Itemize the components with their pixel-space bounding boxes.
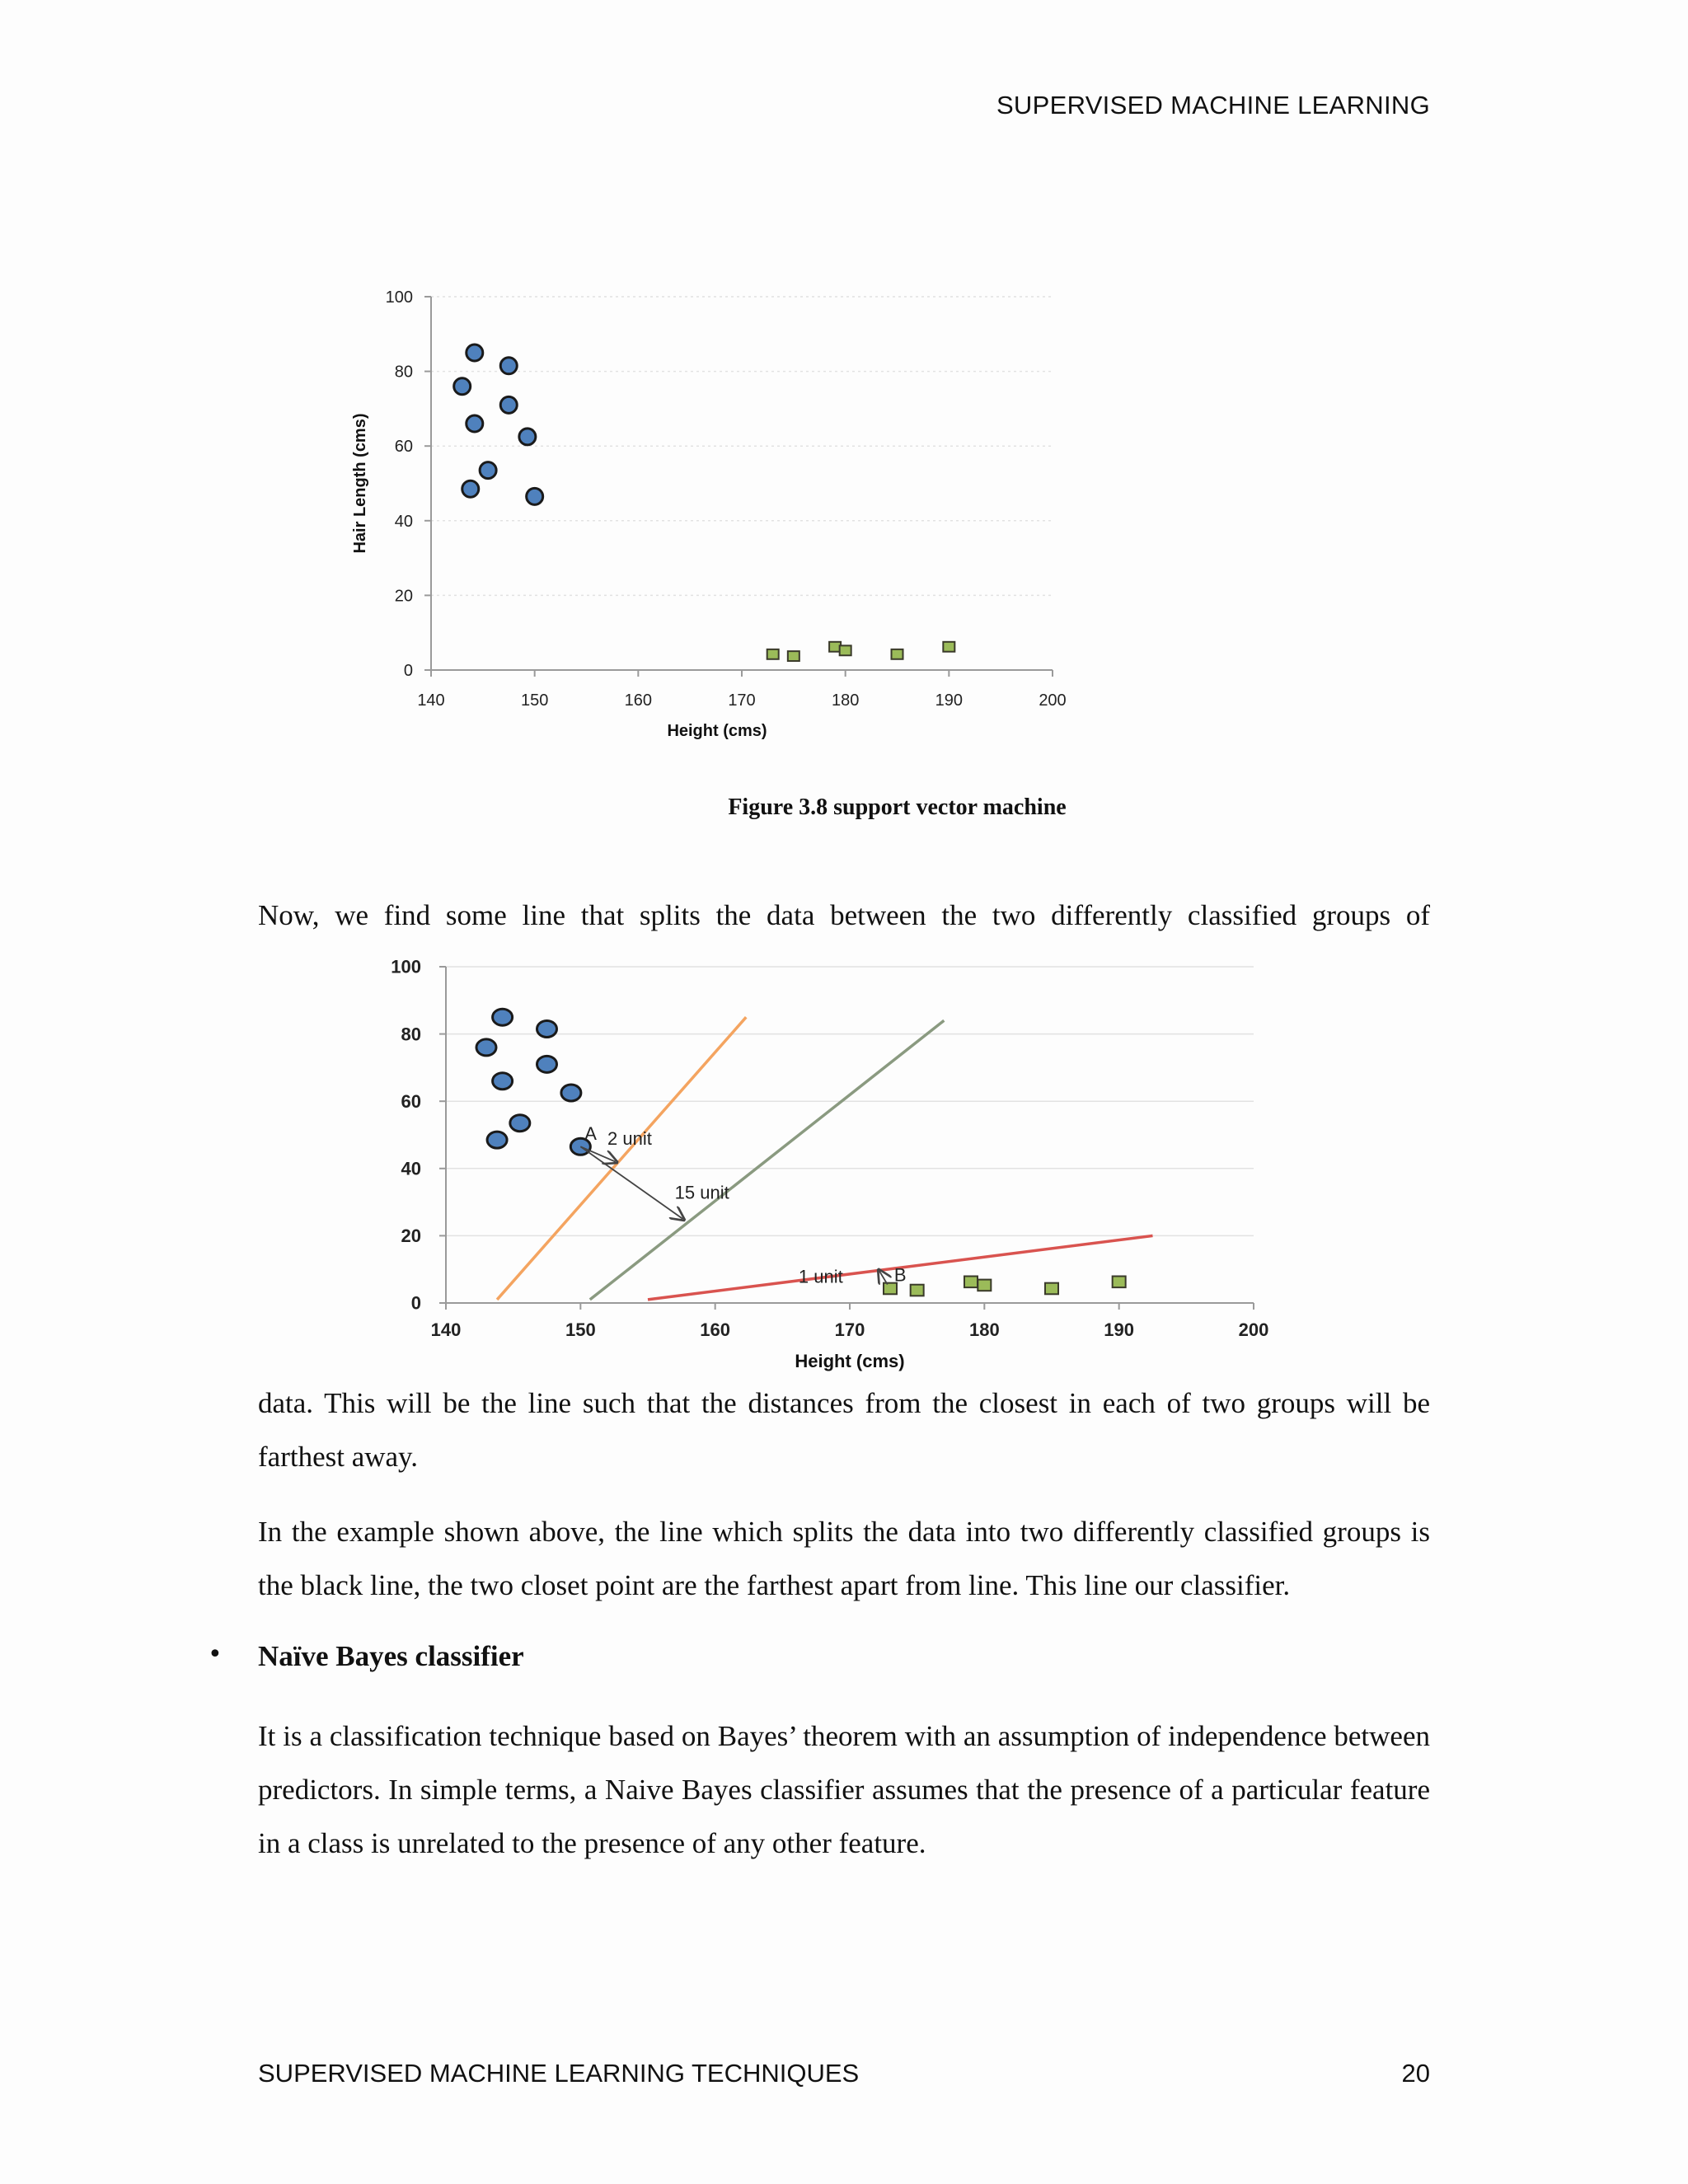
data-point-circle xyxy=(467,344,483,361)
y-axis-title: Hair Length (cms) xyxy=(351,413,369,554)
separator-line-orange xyxy=(497,1017,746,1300)
data-point-circle xyxy=(500,396,517,413)
data-point-square xyxy=(943,642,954,652)
y-tick-label: 20 xyxy=(401,1226,421,1247)
y-tick-label: 60 xyxy=(394,438,413,457)
paragraph-intro: Now, we find some line that splits the data between the two differently classified groups of xyxy=(258,899,1430,931)
y-tick-label: 80 xyxy=(394,363,413,382)
data-point-circle xyxy=(467,415,483,432)
paragraph-example: In the example shown above, the line which splits the data into two differently classified groups is the black line, the two closet point are the farthest apart from line. This line our classifier. xyxy=(258,1516,1430,1601)
data-point-square xyxy=(840,645,851,655)
data-point-square xyxy=(978,1280,991,1291)
y-tick-label: 100 xyxy=(385,288,413,307)
x-tick-label: 190 xyxy=(1104,1319,1135,1340)
x-tick-label: 140 xyxy=(430,1319,462,1340)
data-point-circle xyxy=(487,1132,507,1148)
y-tick-label: 40 xyxy=(401,1158,421,1179)
annotation-label: 1 unit xyxy=(798,1266,843,1287)
x-tick-label: 200 xyxy=(1039,691,1067,710)
bullet-marker: • xyxy=(208,1640,223,1669)
data-point-square xyxy=(1045,1283,1058,1295)
data-point-circle xyxy=(537,1056,557,1072)
annotation-label: B xyxy=(893,1264,907,1286)
x-tick-label: 150 xyxy=(565,1319,596,1340)
data-point-circle xyxy=(537,1020,557,1037)
data-point-square xyxy=(964,1277,978,1288)
data-point-circle xyxy=(500,358,517,374)
annotation-label: A xyxy=(584,1123,597,1145)
x-tick-label: 140 xyxy=(417,691,445,710)
y-tick-label: 0 xyxy=(403,662,413,680)
page-number: 20 xyxy=(1401,2059,1430,2088)
data-point-circle xyxy=(527,488,543,504)
data-point-circle xyxy=(462,480,479,497)
data-point-circle xyxy=(519,429,536,445)
data-point-square xyxy=(767,649,779,659)
figure-2-chart xyxy=(346,944,1294,1372)
figure-caption: Figure 3.8 support vector machine xyxy=(728,794,1067,820)
x-tick-label: 190 xyxy=(935,691,964,710)
data-point-circle xyxy=(476,1039,496,1056)
y-tick-label: 80 xyxy=(401,1024,421,1045)
paragraph-continuation: data. This will be the line such that the distances from the closest in each of two groups will be farthest away. xyxy=(258,1387,1430,1473)
y-tick-label: 20 xyxy=(394,587,413,606)
annotation-label: 2 unit xyxy=(607,1128,652,1150)
data-point-circle xyxy=(480,462,496,479)
x-tick-label: 160 xyxy=(700,1319,731,1340)
x-tick-label: 200 xyxy=(1238,1319,1269,1340)
running-header: SUPERVISED MACHINE LEARNING xyxy=(996,91,1430,120)
data-point-square xyxy=(1113,1277,1126,1288)
data-point-square xyxy=(892,649,903,659)
data-point-square xyxy=(911,1285,924,1296)
y-tick-label: 60 xyxy=(401,1090,421,1112)
y-tick-label: 40 xyxy=(394,512,413,531)
section-title: Naïve Bayes classifier xyxy=(258,1640,524,1672)
x-tick-label: 160 xyxy=(624,691,653,710)
data-point-circle xyxy=(493,1073,513,1090)
data-point-circle xyxy=(561,1085,581,1101)
x-tick-label: 170 xyxy=(834,1319,865,1340)
annotation-label: 15 unit xyxy=(674,1182,729,1203)
y-tick-label: 100 xyxy=(391,956,421,977)
paragraph-naive-bayes: It is a classification technique based on Bayes’ theorem with an assumption of independence between predictors. In simple terms, a Naive Bayes classifier assumes that the presence of a particular feature in a class is unrelated to the presence of any other feature. xyxy=(258,1720,1430,1859)
data-point-square xyxy=(788,651,799,661)
x-axis-title: Height (cms) xyxy=(795,1351,905,1371)
separator-line-green xyxy=(590,1020,945,1300)
x-tick-label: 180 xyxy=(968,1319,1000,1340)
data-point-circle xyxy=(493,1009,513,1025)
y-tick-label: 0 xyxy=(410,1292,421,1314)
arrow-15-unit xyxy=(580,1146,682,1219)
x-tick-label: 170 xyxy=(728,691,756,710)
data-point-circle xyxy=(510,1115,530,1132)
x-tick-label: 180 xyxy=(831,691,860,710)
footer-title: SUPERVISED MACHINE LEARNING TECHNIQUES xyxy=(258,2059,860,2088)
figure-1-chart xyxy=(346,272,1088,766)
x-axis-title: Height (cms) xyxy=(667,722,767,740)
x-tick-label: 150 xyxy=(520,691,549,710)
data-point-circle xyxy=(454,378,471,395)
